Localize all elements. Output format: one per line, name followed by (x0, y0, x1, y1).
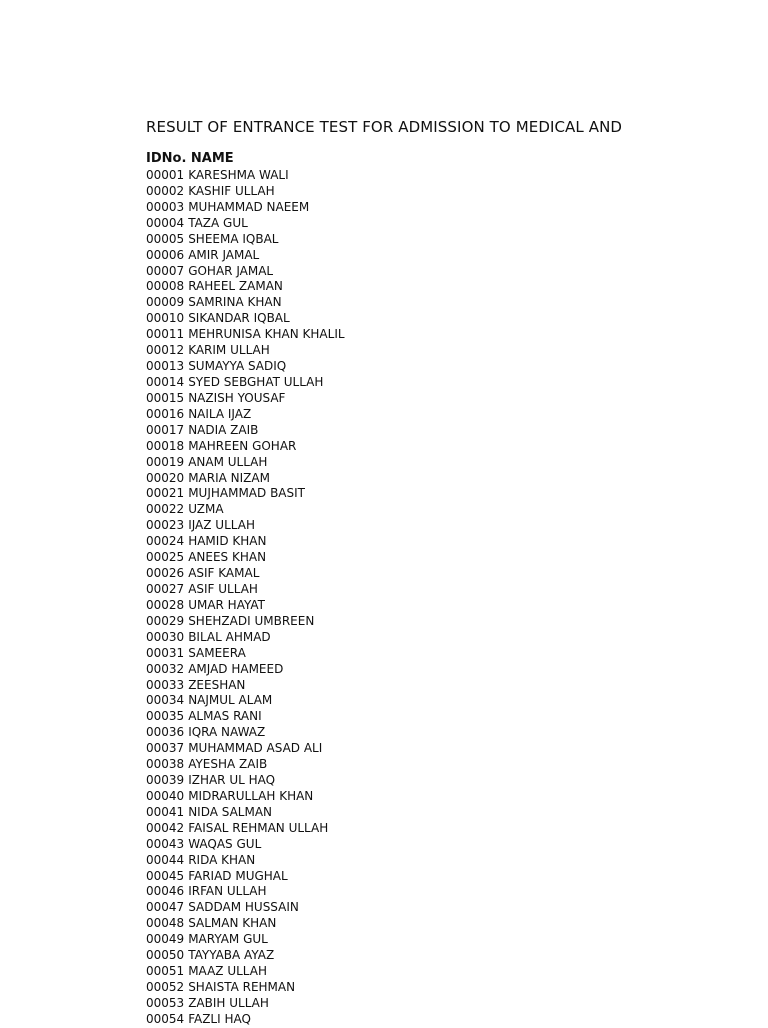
list-item (146, 805, 345, 821)
id-number: 00020 (146, 470, 185, 485)
candidate-name: GOHAR JAMAL (188, 263, 274, 278)
list-item (146, 216, 345, 232)
candidate-name: ANEES KHAN (188, 550, 267, 565)
list-item (146, 375, 345, 391)
candidate-name: IZHAR UL HAQ (188, 773, 276, 788)
id-number: 00052 (146, 980, 185, 995)
id-number: 00018 (146, 438, 185, 453)
id-number: 00019 (146, 454, 185, 469)
candidate-name: FARIAD MUGHAL (188, 868, 288, 883)
list-item (146, 709, 345, 725)
id-number: 00022 (146, 502, 185, 517)
list-item (146, 582, 345, 598)
candidate-name: FAISAL REHMAN ULLAH (188, 820, 329, 835)
candidate-name: NIDA SALMAN (188, 804, 273, 819)
list-item (146, 486, 345, 502)
id-number: 00007 (146, 263, 185, 278)
id-number: 00050 (146, 948, 185, 963)
list-item (146, 630, 345, 646)
candidate-name: TAZA GUL (188, 215, 248, 230)
list-item (146, 423, 345, 439)
id-number: 00037 (146, 741, 185, 756)
id-number: 00028 (146, 597, 185, 612)
id-number: 00016 (146, 406, 185, 421)
id-number: 00036 (146, 725, 185, 740)
id-number: 00024 (146, 534, 185, 549)
list-item (146, 916, 345, 932)
list-item (146, 900, 345, 916)
list-item (146, 996, 345, 1012)
candidate-name: ZEESHAN (188, 677, 246, 692)
id-number: 00011 (146, 327, 185, 342)
column-header: IDNo. NAME (146, 151, 234, 166)
list-item (146, 407, 345, 423)
list-item (146, 964, 345, 980)
candidate-name: NAZISH YOUSAF (188, 390, 286, 405)
id-number: 00039 (146, 773, 185, 788)
candidate-name: SAMEERA (188, 645, 246, 660)
candidate-name: MEHRUNISA KHAN KHALIL (188, 327, 345, 342)
candidate-name: MAAZ ULLAH (188, 964, 267, 979)
candidate-name: SHEEMA IQBAL (188, 231, 279, 246)
list-item (146, 455, 345, 471)
id-number: 00017 (146, 422, 185, 437)
candidate-name: IQRA NAWAZ (188, 725, 266, 740)
id-number: 00012 (146, 343, 185, 358)
candidate-name: ZABIH ULLAH (188, 995, 269, 1010)
id-number: 00003 (146, 199, 185, 214)
id-number: 00005 (146, 231, 185, 246)
list-item (146, 598, 345, 614)
id-number: 00006 (146, 247, 185, 262)
document-title: RESULT OF ENTRANCE TEST FOR ADMISSION TO MEDICAL AND (146, 118, 623, 136)
id-number: 00041 (146, 804, 185, 819)
candidate-name: AMJAD HAMEED (188, 661, 284, 676)
id-number: 00010 (146, 311, 185, 326)
list-item (146, 471, 345, 487)
id-number: 00054 (146, 1011, 185, 1026)
id-number: 00027 (146, 581, 185, 596)
list-item (146, 757, 345, 773)
list-item (146, 725, 345, 741)
id-number: 00034 (146, 693, 185, 708)
candidate-name: IRFAN ULLAH (188, 884, 267, 899)
id-number: 00001 (146, 168, 185, 182)
id-number: 00051 (146, 964, 185, 979)
id-number: 00002 (146, 183, 185, 198)
id-number: 00026 (146, 566, 185, 581)
id-number: 00049 (146, 932, 185, 947)
candidate-name: RAHEEL ZAMAN (188, 279, 283, 294)
id-number: 00025 (146, 550, 185, 565)
candidate-name: KARIM ULLAH (188, 343, 270, 358)
id-number: 00013 (146, 359, 185, 374)
candidate-name: SAMRINA KHAN (188, 295, 282, 310)
list-item (146, 566, 345, 582)
candidate-name: SUMAYYA SADIQ (188, 359, 287, 374)
candidate-name: SADDAM HUSSAIN (188, 900, 299, 915)
id-number: 00038 (146, 757, 185, 772)
id-number: 00029 (146, 613, 185, 628)
candidate-name: MUHAMMAD NAEEM (188, 199, 310, 214)
candidate-name: MARIA NIZAM (188, 470, 270, 485)
list-item (146, 821, 345, 837)
candidate-name: RIDA KHAN (188, 852, 256, 867)
list-item (146, 264, 345, 280)
list-item (146, 295, 345, 311)
list-item (146, 200, 345, 216)
candidate-name: ALMAS RANI (188, 709, 262, 724)
candidate-name: WAQAS GUL (188, 836, 262, 851)
candidate-name: AYESHA ZAIB (188, 757, 268, 772)
candidate-name: ANAM ULLAH (188, 454, 268, 469)
list-item (146, 614, 345, 630)
candidate-name: TAYYABA AYAZ (188, 948, 275, 963)
candidate-name: NADIA ZAIB (188, 422, 259, 437)
list-item (146, 391, 345, 407)
id-number: 00030 (146, 629, 185, 644)
list-item (146, 1012, 345, 1028)
candidate-name: NAJMUL ALAM (188, 693, 273, 708)
id-number: 00032 (146, 661, 185, 676)
list-item (146, 662, 345, 678)
candidate-name: SHAISTA REHMAN (188, 980, 296, 995)
id-number: 00044 (146, 852, 185, 867)
list-item (146, 789, 345, 805)
list-item (146, 693, 345, 709)
id-number: 00047 (146, 900, 185, 915)
candidate-name: FAZLI HAQ (188, 1011, 251, 1026)
list-item (146, 646, 345, 662)
id-number: 00035 (146, 709, 185, 724)
list-item (146, 869, 345, 885)
candidate-name: SYED SEBGHAT ULLAH (188, 374, 324, 389)
id-number: 00008 (146, 279, 185, 294)
candidate-name: BILAL AHMAD (188, 629, 271, 644)
list-item (146, 184, 345, 200)
list-item (146, 837, 345, 853)
id-number: 00023 (146, 518, 185, 533)
candidate-name: IJAZ ULLAH (188, 518, 255, 533)
id-number: 00009 (146, 295, 185, 310)
id-number: 00015 (146, 390, 185, 405)
list-item (146, 534, 345, 550)
id-number: 00053 (146, 995, 185, 1010)
id-number: 00014 (146, 374, 185, 389)
candidate-name: KARESHMA WALI (188, 168, 289, 182)
id-number: 00048 (146, 916, 185, 931)
candidate-name: HAMID KHAN (188, 534, 267, 549)
list-item (146, 518, 345, 534)
list-item (146, 502, 345, 518)
id-number: 00031 (146, 645, 185, 660)
candidate-name: MAHREEN GOHAR (188, 438, 297, 453)
id-number: 00042 (146, 820, 185, 835)
candidate-name: MIDRARULLAH KHAN (188, 788, 314, 803)
candidate-name: UZMA (188, 502, 224, 517)
list-item (146, 853, 345, 869)
list-item (146, 311, 345, 327)
id-number: 00004 (146, 215, 185, 230)
result-list (146, 168, 345, 1028)
list-item (146, 773, 345, 789)
list-item (146, 359, 345, 375)
id-number: 00021 (146, 486, 185, 501)
candidate-name: AMIR JAMAL (188, 247, 260, 262)
candidate-name: UMAR HAYAT (188, 597, 265, 612)
candidate-name: NAILA IJAZ (188, 406, 252, 421)
candidate-name: SALMAN KHAN (188, 916, 277, 931)
candidate-name: KASHIF ULLAH (188, 183, 275, 198)
id-number: 00033 (146, 677, 185, 692)
candidate-name: SIKANDAR IQBAL (188, 311, 290, 326)
id-number: 00040 (146, 788, 185, 803)
list-item (146, 932, 345, 948)
list-item (146, 980, 345, 996)
list-item (146, 343, 345, 359)
list-item (146, 948, 345, 964)
candidate-name: ASIF KAMAL (188, 566, 260, 581)
candidate-name: MUHAMMAD ASAD ALI (188, 741, 323, 756)
candidate-name: ASIF ULLAH (188, 581, 258, 596)
candidate-name: SHEHZADI UMBREEN (188, 613, 315, 628)
list-item (146, 678, 345, 694)
id-number: 00046 (146, 884, 185, 899)
list-item (146, 550, 345, 566)
id-number: 00043 (146, 836, 185, 851)
list-item (146, 232, 345, 248)
list-item (146, 884, 345, 900)
list-item (146, 279, 345, 295)
candidate-name: MARYAM GUL (188, 932, 268, 947)
list-item (146, 741, 345, 757)
candidate-name: MUJHAMMAD BASIT (188, 486, 305, 501)
list-item (146, 168, 345, 184)
id-number: 00045 (146, 868, 185, 883)
list-item (146, 248, 345, 264)
list-item (146, 327, 345, 343)
list-item (146, 439, 345, 455)
